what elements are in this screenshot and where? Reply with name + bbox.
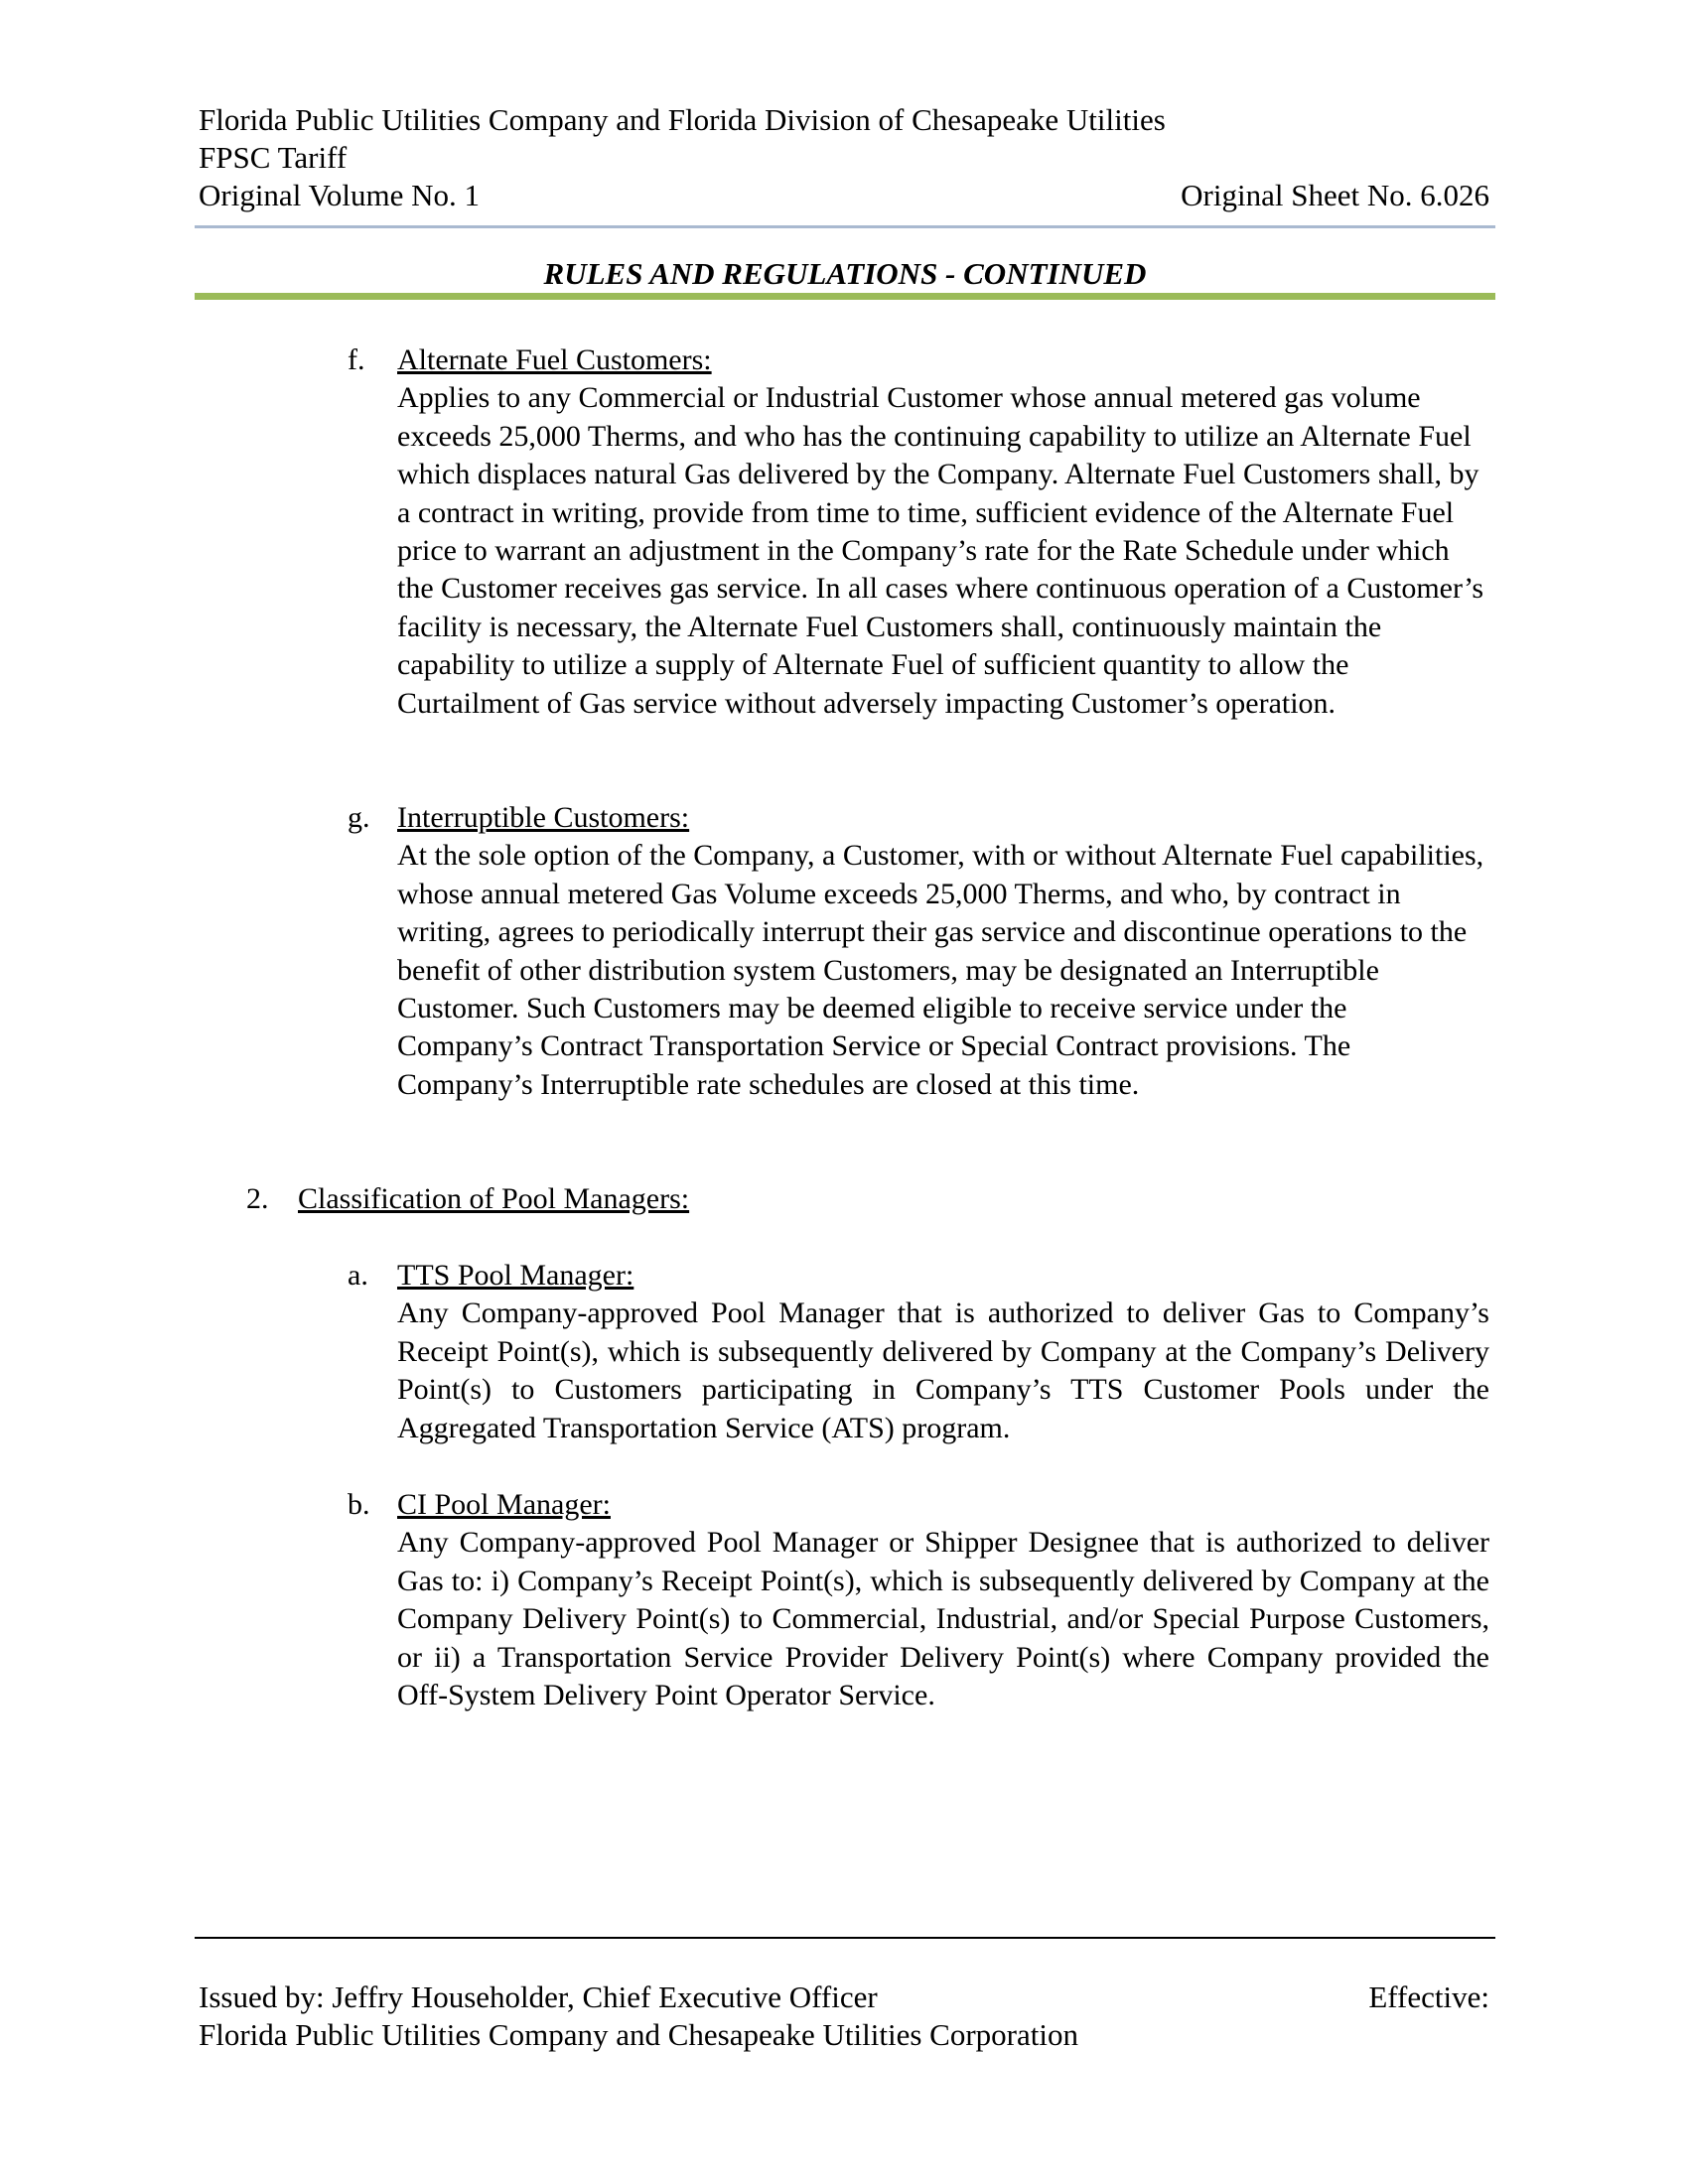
header-tariff: FPSC Tariff (199, 140, 348, 175)
item-marker: b. (348, 1488, 370, 1521)
item-marker: a. (348, 1259, 368, 1292)
item-body: At the sole option of the Company, a Customer, with or without Alternate Fuel capabilities, whose annual metered Gas Volume exceeds 25,000 Therms, and who, by contract in writing, agrees to periodically interrupt their gas service and discontinue operations to the benefit of other distribution system Customers, may be designated an Interruptible Customer. Such Customers may be deemed eligible to receive service under the Company’s Contract Transportation Service or Special Contract provisions. The Company’s Interruptible rate schedules are closed at this time. (397, 839, 1484, 1101)
item-heading: TTS Pool Manager: (397, 1259, 634, 1292)
section-title: RULES AND REGULATIONS - CONTINUED (543, 256, 1147, 291)
header-company: Florida Public Utilities Company and Florida Division of Chesapeake Utilities (199, 102, 1166, 137)
item-marker: g. (348, 801, 370, 834)
item-marker: f. (348, 343, 365, 376)
footer-effective: Effective: (1368, 1979, 1489, 2014)
item-heading: Classification of Pool Managers: (298, 1182, 690, 1215)
title-divider (195, 293, 1495, 300)
item-classification-of-pool-managers (246, 1180, 1489, 1218)
item-marker: 2. (246, 1182, 269, 1215)
footer-issued-by: Issued by: Jeffry Householder, Chief Executive Officer (199, 1979, 878, 2014)
header-divider (195, 225, 1495, 228)
header-volume: Original Volume No. 1 (199, 178, 481, 212)
item-body: Any Company-approved Pool Manager or Shipper Designee that is authorized to deliver Gas to: i) Company’s Receipt Point(s), which is subsequently delivered by Company at the Company Delivery Point(s) to Commercial, Industrial, and/or Special Purpose Customers, or ii) a Transportation Service Provider Delivery Point(s) where Company provided the Off-System Delivery Point Operator Service. (397, 1526, 1489, 1712)
item-heading: CI Pool Manager: (397, 1488, 611, 1521)
item-alternate-fuel-customers (348, 341, 1485, 723)
item-tts-pool-manager (348, 1257, 1489, 1447)
item-heading: Alternate Fuel Customers: (397, 343, 712, 376)
item-ci-pool-manager (348, 1486, 1489, 1714)
footer-divider (195, 1937, 1495, 1939)
item-body: Applies to any Commercial or Industrial Customer whose annual metered gas volume exceeds 25,000 Therms, and who has the continuing capability to utilize an Alternate Fuel which displaces natural Gas delivered by the Company. Alternate Fuel Customers shall, by a contract in writing, provide from time to time, sufficient evidence of the Alternate Fuel price to warrant an adjustment in the Company’s rate for the Rate Schedule under which the Customer receives gas service. In all cases where continuous operation of a Customer’s facility is necessary, the Alternate Fuel Customers shall, continuously maintain the capability to utilize a supply of Alternate Fuel of sufficient quantity to allow the Curtailment of Gas service without adversely impacting Customer’s operation. (397, 381, 1484, 720)
item-body: Any Company-approved Pool Manager that is authorized to deliver Gas to Company’s Receipt Point(s), which is subsequently delivered by Company at the Company’s Delivery Point(s) to Customers participating in Company’s TTS Customer Pools under the Aggregated Transportation Service (ATS) program. (397, 1297, 1489, 1444)
item-heading: Interruptible Customers: (397, 801, 690, 834)
item-interruptible-customers (348, 799, 1485, 1104)
footer-company: Florida Public Utilities Company and Chesapeake Utilities Corporation (199, 2017, 1078, 2052)
header-sheet-number: Original Sheet No. 6.026 (1181, 178, 1489, 212)
